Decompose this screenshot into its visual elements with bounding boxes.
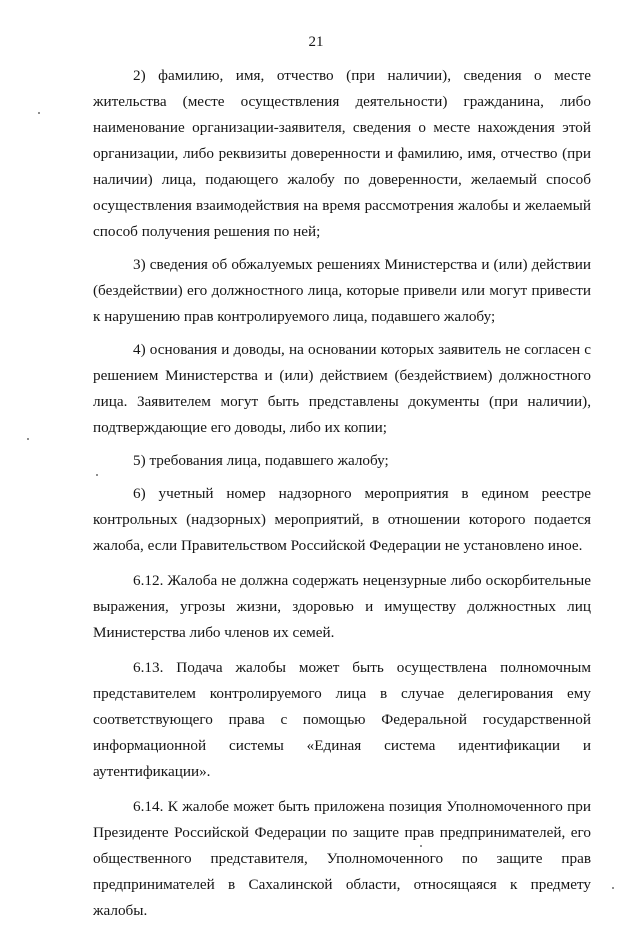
section-6-14: 6.14. К жалобе может быть приложена позиция Уполномоченного при Президенте Российской Федерации по защите прав предпринимателей, его общественного представителя, Уполномоченного по защите прав предпринимателей в Сахалинской области, относящаяся к предмету жалобы.: [93, 798, 591, 919]
section-6-13: 6.13. Подача жалобы может быть осуществлена полномочным представителем контролируемого лица в случае делегирования ему соответствующего права с помощью Федеральной государственной информационной системы «Единая система идентификации и аутентификации».: [93, 659, 591, 780]
list-item-6: 6) учетный номер надзорного мероприятия в едином реестре контрольных (надзорных) мероприятий, в отношении которого подается жалоба, если Правительством Российской Федерации не установлено иное.: [93, 485, 591, 554]
list-item-4: 4) основания и доводы, на основании которых заявитель не согласен с решением Министерства и (или) действием (бездействием) должностного лица. Заявителем могут быть представлены документы (при наличии), подтверждающие его доводы, либо их копии;: [93, 341, 591, 436]
document-body: [93, 63, 591, 931]
page-number: 21: [308, 34, 324, 50]
scan-speck: [27, 438, 29, 440]
scan-speck: [420, 845, 422, 847]
list-item-3: 3) сведения об обжалуемых решениях Министерства и (или) действии (бездействии) его должностного лица, которые привели или могут привести к нарушению прав контролируемого лица, подавшего жалобу;: [93, 256, 591, 325]
list-item-5: 5) требования лица, подавшего жалобу;: [133, 452, 389, 469]
section-6-12: 6.12. Жалоба не должна содержать нецензурные либо оскорбительные выражения, угрозы жизни, здоровью и имуществу должностных лиц Министерства либо членов их семей.: [93, 572, 591, 641]
list-item-2: 2) фамилию, имя, отчество (при наличии), сведения о месте жительства (месте осуществления деятельности) гражданина, либо наименование организации-заявителя, сведения о месте нахождения этой организации, либо реквизиты доверенности и фамилию, имя, отчество (при наличии) лица, подающего жалобу по доверенности, желаемый способ осуществления взаимодействия на время рассмотрения жалобы и желаемый способ получения решения по ней;: [93, 67, 591, 240]
scan-speck: [612, 887, 614, 889]
scan-speck: [38, 112, 40, 114]
scan-speck: [96, 474, 98, 476]
